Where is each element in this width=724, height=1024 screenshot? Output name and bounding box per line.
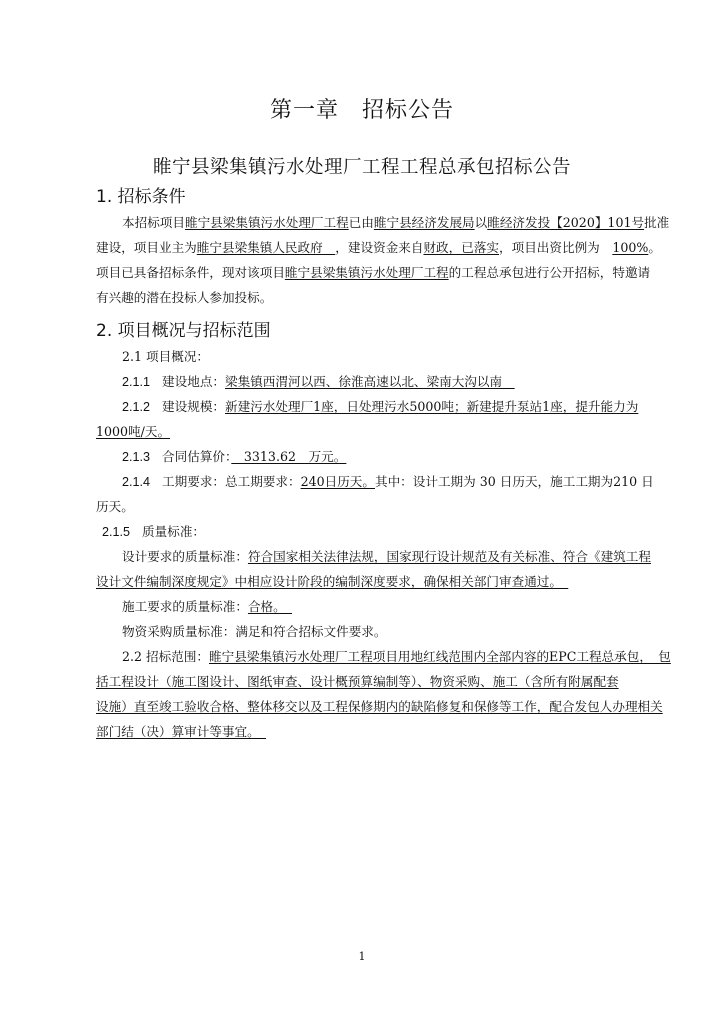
section-2-heading: 2. 项目概况与招标范围 [96,321,271,341]
page-number: 1 [358,950,366,963]
construction-quality: 施工要求的质量标准：合格。 [122,599,293,614]
contract-price: 3313.62 万元。 [231,449,347,464]
item-2-1-5: 2.1.5 质量标准： [102,524,205,539]
design-quality-cont: 设计文件编制深度规定》中相应设计阶段的编制深度要求，确保相关部门审查通过。 [96,574,569,589]
item-2-2-line-3: 设施）直至竣工验收合格、整体移交以及工程保修期内的缺陷修复和保修等工作，配合发包人办理相关 [96,699,663,714]
item-2-2-line-4: 部门结（决）算审计等事宜。 [96,724,267,739]
item-2-1-4: 2.1.4 工期要求：总工期要求：240日历天。其中：设计工期为 30 日历天，施工工期为210 日 [122,474,654,489]
project-name: 睢宁县梁集镇污水处理厂工程 [184,215,349,230]
fund-source: 财政，已落实 [423,240,499,255]
project-owner: 睢宁县梁集镇人民政府 [196,240,336,255]
project-name-2: 睢宁县梁集镇污水处理厂工程 [284,265,449,280]
approval-doc: 睢经济发投【2020】101号 [487,215,645,230]
item-2-2-line-2: 括工程设计（施工图设计、图纸审查、设计概预算编制等）、物资采购、施工（含所有附属配套 [96,674,619,689]
construction-scale: 新建污水处理厂1座，日处理污水5000吨；新建提升泵站1座，提升能力为 [225,399,639,414]
item-2-1: 2.1 项目概况： [122,349,210,364]
approver: 睢宁县经济发展局 [373,215,475,230]
chapter-title: 第一章 招标公告 [269,98,454,123]
section-1-line-3: 项目已具备招标条件，现对该项目睢宁县梁集镇污水处理厂工程的工程总承包进行公开招标，特邀请 [96,265,651,280]
item-2-1-4-cont: 历天。 [96,499,134,514]
section-1-line-2: 建设，项目业主为睢宁县梁集镇人民政府 ，建设资金来自财政，已落实，项目出资比例为 100%。 [96,240,661,255]
section-1-heading: 1. 招标条件 [96,187,186,207]
item-2-1-1: 2.1.1 建设地点：梁集镇西渭河以西、徐淮高速以北、梁南大沟以南 [122,374,515,389]
material-quality: 物资采购质量标准：满足和符合招标文件要求。 [122,624,387,639]
item-2-1-2-cont: 1000吨/天。 [96,424,171,439]
item-2-1-3: 2.1.3 合同估算价： 3313.62 万元。 [122,449,347,464]
section-1-line-4: 有兴趣的潜在投标人参加投标。 [96,290,273,305]
funding-ratio: 100% [612,240,649,255]
section-1-line-1: 本招标项目睢宁县梁集镇污水处理厂工程已由睢宁县经济发展局以睢经济发投【2020】101号批准 [122,215,670,230]
tender-scope: 睢宁县梁集镇污水处理厂工程项目用地红线范围内全部内容的EPC工程总承包， 包 [209,649,671,664]
design-quality: 设计要求的质量标准：符合国家相关法律法规，国家现行设计规范及有关标准、符合《建筑工程 [122,549,651,564]
total-duration: 240日历天。 [300,474,375,489]
construction-site: 梁集镇西渭河以西、徐淮高速以北、梁南大沟以南 [225,374,515,389]
document-title: 睢宁县梁集镇污水处理厂工程工程总承包招标公告 [152,157,571,178]
item-2-2: 2.2 招标范围：睢宁县梁集镇污水处理厂工程项目用地红线范围内全部内容的EPC工程总承包， 包 [122,649,671,664]
item-2-1-2: 2.1.2 建设规模：新建污水处理厂1座，日处理污水5000吨；新建提升泵站1座，提升能力为 [122,399,639,414]
